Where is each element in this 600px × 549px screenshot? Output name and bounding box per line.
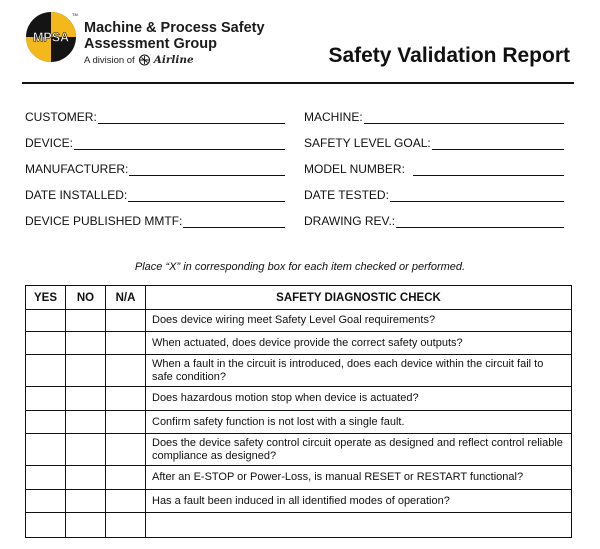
- report-title: Safety Validation Report: [328, 44, 570, 67]
- table-row: [26, 411, 572, 434]
- check-item-text: Does the device safety control circuit operate as designed and reflect control reliable compliance as designed?: [146, 434, 572, 466]
- division-brand: Airline: [153, 54, 194, 66]
- customer-label: CUSTOMER:: [25, 110, 97, 124]
- logo-text: MPSA: [32, 30, 70, 45]
- safety-level-goal-label: SAFETY LEVEL GOAL:: [304, 136, 431, 150]
- na-checkbox-cell[interactable]: [106, 490, 146, 513]
- yes-checkbox-cell[interactable]: [26, 387, 66, 411]
- no-checkbox-cell[interactable]: [66, 434, 106, 466]
- no-checkbox-cell[interactable]: [66, 513, 106, 538]
- yes-checkbox-cell[interactable]: [26, 466, 66, 490]
- drawing-rev-line[interactable]: [396, 216, 564, 228]
- table-row: [26, 434, 572, 466]
- check-item-text: Has a fault been induced in all identified modes of operation?: [146, 490, 572, 513]
- na-column-header: N/A: [106, 286, 146, 310]
- check-item-text: When actuated, does device provide the correct safety outputs?: [146, 332, 572, 355]
- na-checkbox-cell[interactable]: [106, 513, 146, 538]
- na-checkbox-cell[interactable]: [106, 466, 146, 490]
- drawing-rev-field[interactable]: [304, 214, 564, 228]
- yes-checkbox-cell[interactable]: [26, 411, 66, 434]
- instruction-text: Place “X” in corresponding box for each item checked or performed.: [134, 261, 466, 273]
- device-published-mmtf-label: DEVICE PUBLISHED MMTF:: [25, 214, 183, 228]
- division-line: [84, 54, 194, 66]
- organization-name: [84, 20, 265, 52]
- yes-checkbox-cell[interactable]: [26, 355, 66, 387]
- date-tested-line[interactable]: [390, 190, 564, 202]
- manufacturer-field[interactable]: [25, 162, 285, 176]
- no-checkbox-cell[interactable]: [66, 332, 106, 355]
- na-checkbox-cell[interactable]: [106, 310, 146, 332]
- na-checkbox-cell[interactable]: [106, 332, 146, 355]
- airline-emblem-icon: [138, 54, 151, 66]
- model-number-field[interactable]: [304, 162, 564, 176]
- table-row: [26, 310, 572, 332]
- yes-column-header: YES: [26, 286, 66, 310]
- no-checkbox-cell[interactable]: [66, 387, 106, 411]
- table-row: [26, 355, 572, 387]
- yes-checkbox-cell[interactable]: [26, 490, 66, 513]
- check-item-text: After an E-STOP or Power-Loss, is manual RESET or RESTART functional?: [146, 466, 572, 490]
- date-tested-field[interactable]: [304, 188, 564, 202]
- na-checkbox-cell[interactable]: [106, 411, 146, 434]
- device-line[interactable]: [74, 138, 285, 150]
- date-installed-field[interactable]: [25, 188, 285, 202]
- no-checkbox-cell[interactable]: [66, 310, 106, 332]
- manufacturer-label: MANUFACTURER:: [25, 162, 129, 176]
- org-name-line-2: Assessment Group: [84, 36, 217, 52]
- safety-level-goal-field[interactable]: [304, 136, 564, 150]
- device-label: DEVICE:: [25, 136, 74, 150]
- machine-line[interactable]: [364, 112, 564, 124]
- na-checkbox-cell[interactable]: [106, 434, 146, 466]
- safety-level-goal-line[interactable]: [432, 138, 564, 150]
- no-checkbox-cell[interactable]: [66, 490, 106, 513]
- check-item-text[interactable]: [146, 513, 572, 538]
- table-row: [26, 490, 572, 513]
- drawing-rev-label: DRAWING REV.:: [304, 214, 396, 228]
- table-row: [26, 332, 572, 355]
- yes-checkbox-cell[interactable]: [26, 310, 66, 332]
- logo-tm: TM: [72, 12, 78, 17]
- manufacturer-line[interactable]: [129, 164, 285, 176]
- na-checkbox-cell[interactable]: [106, 355, 146, 387]
- device-published-mmtf-field[interactable]: [25, 214, 285, 228]
- yes-checkbox-cell[interactable]: [26, 332, 66, 355]
- yes-checkbox-cell[interactable]: [26, 513, 66, 538]
- model-number-label: MODEL NUMBER:: [304, 162, 405, 176]
- safety-diagnostic-table: [25, 285, 572, 538]
- yes-checkbox-cell[interactable]: [26, 434, 66, 466]
- check-item-text: Does device wiring meet Safety Level Goal requirements?: [146, 310, 572, 332]
- org-name-line-1: Machine & Process Safety: [84, 20, 265, 36]
- no-checkbox-cell[interactable]: [66, 355, 106, 387]
- no-checkbox-cell[interactable]: [66, 411, 106, 434]
- check-item-text: Does hazardous motion stop when device is actuated?: [146, 387, 572, 411]
- na-checkbox-cell[interactable]: [106, 387, 146, 411]
- mpsa-logo: [25, 11, 77, 63]
- check-item-text: Confirm safety function is not lost with a single fault.: [146, 411, 572, 434]
- no-checkbox-cell[interactable]: [66, 466, 106, 490]
- device-published-mmtf-line[interactable]: [183, 216, 285, 228]
- date-installed-label: DATE INSTALLED:: [25, 188, 128, 202]
- table-row: [26, 466, 572, 490]
- machine-field[interactable]: [304, 110, 564, 124]
- check-column-header: SAFETY DIAGNOSTIC CHECK: [146, 286, 572, 310]
- table-row: [26, 387, 572, 411]
- table-header-row: [26, 286, 572, 310]
- customer-field[interactable]: [25, 110, 285, 124]
- division-prefix: A division of: [84, 54, 135, 66]
- no-column-header: NO: [66, 286, 106, 310]
- check-item-text: When a fault in the circuit is introduced, does each device within the circuit fail to safe condition?: [146, 355, 572, 387]
- machine-label: MACHINE:: [304, 110, 363, 124]
- customer-line[interactable]: [98, 112, 285, 124]
- device-field[interactable]: [25, 136, 285, 150]
- table-row: [26, 513, 572, 538]
- header-divider: [22, 82, 574, 84]
- date-installed-line[interactable]: [128, 190, 285, 202]
- date-tested-label: DATE TESTED:: [304, 188, 389, 202]
- model-number-line[interactable]: [413, 164, 564, 176]
